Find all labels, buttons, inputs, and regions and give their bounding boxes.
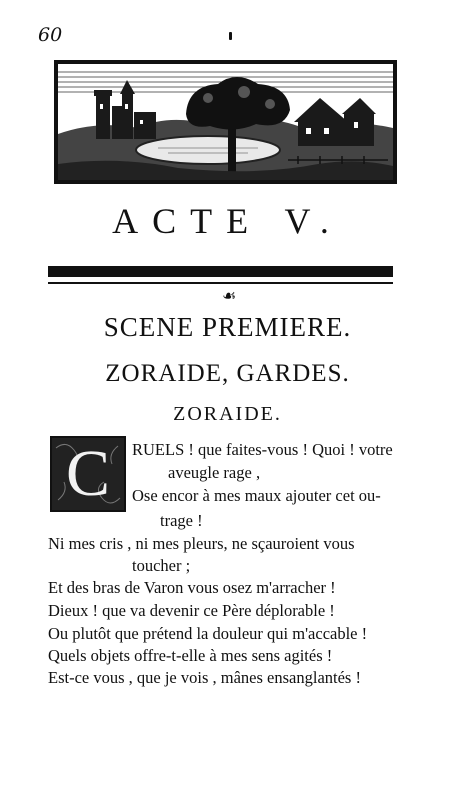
verse-line: Et des bras de Varon vous osez m'arracher ! bbox=[48, 578, 336, 597]
ink-speck bbox=[229, 32, 232, 40]
verse-line: Quels objets offre-t-elle à mes sens agités ! bbox=[48, 646, 333, 665]
verse-line: toucher ; bbox=[132, 556, 191, 575]
drop-cap bbox=[50, 436, 126, 512]
landscape-vignette bbox=[54, 60, 397, 184]
speaker-name: ZORAIDE. bbox=[173, 403, 282, 425]
verse-line: Dieux ! que va devenir ce Père déplorable ! bbox=[48, 601, 335, 620]
thin-rule bbox=[48, 282, 393, 284]
fleuron-ornament: ☙ bbox=[222, 286, 237, 305]
verse-line: RUELS ! que faites-vous ! Quoi ! votre bbox=[132, 440, 393, 459]
verse-line: aveugle rage , bbox=[168, 463, 261, 482]
thick-rule bbox=[48, 266, 393, 277]
page-number: 60 bbox=[38, 24, 63, 46]
verse-line: Ose encor à mes maux ajouter cet ou- bbox=[132, 486, 381, 505]
verse-line: Est-ce vous , que je vois , mânes ensanglantés ! bbox=[48, 668, 361, 687]
drop-cap-letter: C bbox=[65, 437, 111, 510]
act-title: ACTE V. bbox=[112, 201, 343, 241]
verse-line: Ou plutôt que prétend la douleur qui m'accable ! bbox=[48, 624, 368, 643]
characters-heading: ZORAIDE, GARDES. bbox=[105, 360, 350, 387]
verse-line: Ni mes cris , ni mes pleurs, ne sçauroient vous bbox=[48, 534, 355, 553]
scene-title: SCENE PREMIERE. bbox=[103, 312, 352, 342]
landscape-engraving bbox=[58, 64, 393, 180]
verse-line: trage ! bbox=[160, 511, 203, 530]
